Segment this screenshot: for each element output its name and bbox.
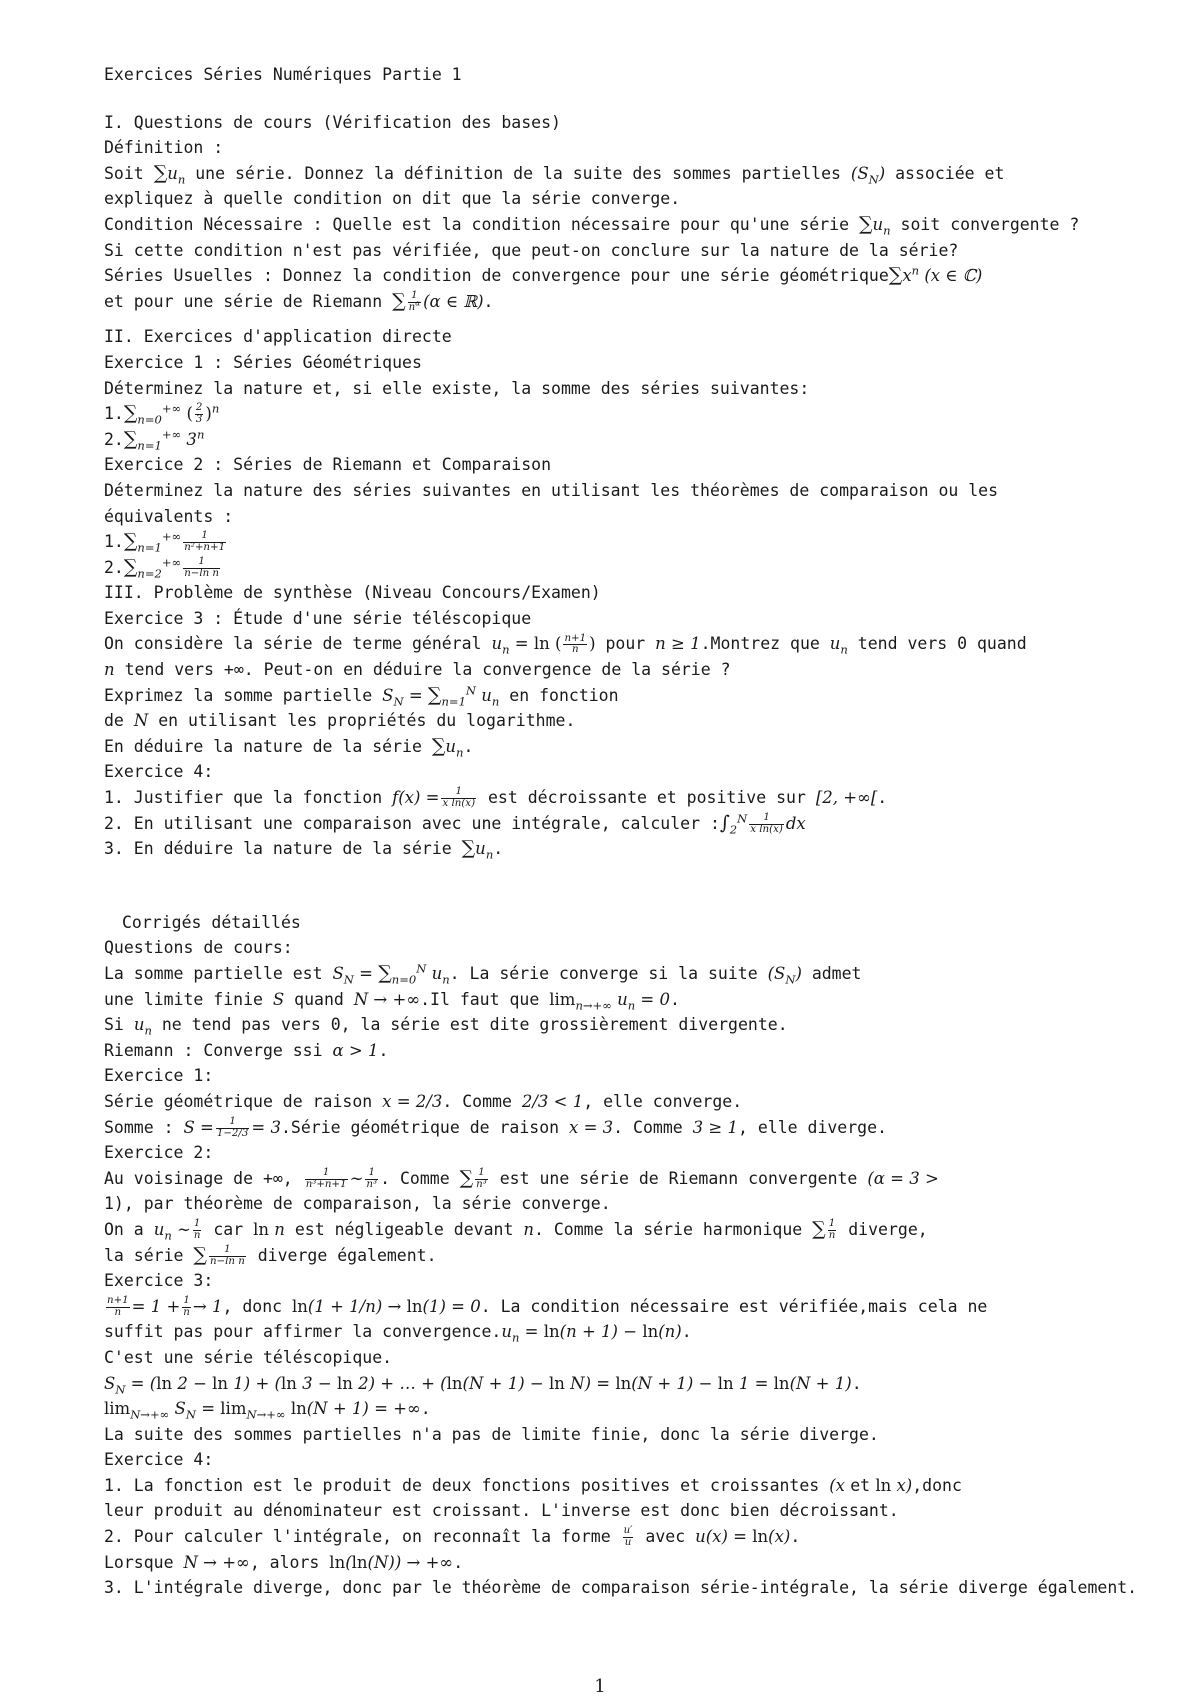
corr-course-line-3: Si $u_n$ ne tend pas vers 0, la série est dite grossièrement divergente. bbox=[104, 1015, 788, 1038]
corr-ex4-title: Exercice 4: bbox=[104, 1450, 214, 1470]
corr-ex4-line-3: 2. Pour calculer l'intégrale, on reconnaît la forme $\frac{u'}{u}$ avec u(x) = ln(x). bbox=[104, 1525, 801, 1549]
corr-ex4-line-2: leur produit au dénominateur est croissant. L'inverse est donc bien décroissant. bbox=[104, 1501, 899, 1521]
definition-line-1: Soit $\sum u_n$ une série. Donnez la définition de la suite des sommes partielles $(S_N)$ associée et bbox=[104, 161, 1005, 187]
corr-ex3-line-6: La suite des sommes partielles n'a pas de limite finie, donc la série diverge. bbox=[104, 1424, 879, 1444]
exercise-1-item-1: $1.\sum_{n=0}^{+\infty}$ ( $\frac{2}{3}$ )$^n$ bbox=[104, 401, 220, 427]
corr-ex3-line-2: suffit pas pour affirmer la $convergence.u_n = \ln(n + 1) - \ln(n)$. bbox=[104, 1322, 692, 1345]
corr-ex1-line-1: Série géométrique de raison x = 2/3. Comme 2/3 < 1, elle converge. bbox=[104, 1091, 743, 1111]
exercise-2-item-2: $2.\sum_{n=2}^{+\infty}$ $\frac{1}{\text{n−ln n}}$ bbox=[104, 555, 220, 580]
corr-ex2-line-1: Au voisinage de +∞, $\frac{1}{\text{n³+n+1}}$ ∼ $\frac{1}{\text{n³}}$ . Comme ∑ $\frac{1}{\text{n³}}$ est une série de Riemann convergente (α = 3 > bbox=[104, 1166, 939, 1190]
exercise-3-line-2: n tend vers +∞. Peut-on en déduire la convergence de la série ? bbox=[104, 660, 731, 680]
exercise-4-item-1: 1. Justifier que la fonction f(x) = $\frac{1}{\text{x ln(x)}}$ est décroissante et positive sur [2, +∞[. bbox=[104, 786, 888, 810]
corr-course-title: Questions de cours: bbox=[104, 938, 293, 958]
exercise-1-item-2: $2.\sum_{n=1}^{+\infty}$ 3$^n$ bbox=[104, 427, 205, 453]
corr-ex2-title: Exercice 2: bbox=[104, 1143, 214, 1163]
section-3-heading: III. Problème de synthèse (Niveau Concours/Examen) bbox=[104, 583, 601, 603]
condition-line-2: Si cette condition n'est pas vérifiée, que peut-on conclure sur la nature de la série? bbox=[104, 240, 959, 260]
corr-ex4-line-1: 1. La fonction est le produit de deux fonctions positives et croissantes (x et ln x),donc bbox=[104, 1475, 962, 1495]
corr-ex2-line-3: On a $u_n$ ∼ $\frac{1}{n}$ car ln n est négligeable devant n. Comme la série harmonique ∑ $\frac{1}{n}$ diverge, bbox=[104, 1217, 928, 1243]
exercise-1-text: Déterminez la nature et, si elle existe, la somme des séries suivantes: bbox=[104, 378, 810, 398]
definition-line-2: expliquez à quelle condition on dit que la série converge. bbox=[104, 189, 681, 209]
definition-label: Définition : bbox=[104, 138, 224, 158]
exercise-2-text-2: équivalents : bbox=[104, 506, 234, 526]
exercise-3-title: Exercice 3 : Étude d'une série téléscopique bbox=[104, 608, 532, 628]
exercise-3-line-4: de N en utilisant les propriétés du logarithme. bbox=[104, 711, 576, 731]
corr-ex3-line-3: C'est une série téléscopique. bbox=[104, 1347, 393, 1367]
corr-ex1-line-2: Somme : S = $\frac{1}{1-2/3}$ = 3.Série géométrique de raison x = 3. Comme 3 ≥ 1, elle diverge. bbox=[104, 1115, 887, 1139]
exercise-2-item-1: $1.\sum_{n=1}^{+\infty}$ $\frac{1}{\text{n²+n+1}}$ bbox=[104, 529, 226, 555]
exercise-4-item-2: 2. En utilisant une comparaison avec une intégrale, calculer $:\int_2^N$ $\frac{1}{\text{x ln(x)}}$ dx bbox=[104, 811, 806, 836]
exercise-4-title: Exercice 4: bbox=[104, 762, 214, 782]
corr-course-line-1: La somme partielle est $S_N = \sum_{n=0}^N$ $u_n$. La série converge si la suite $(S_N)$ admet bbox=[104, 961, 862, 987]
exercise-3-line-5: En déduire la nature de la série $\sum u_n$. bbox=[104, 734, 474, 760]
corr-ex1-title: Exercice 1: bbox=[104, 1066, 214, 1086]
exercise-2-title: Exercice 2 : Séries de Riemann et Comparaison bbox=[104, 455, 552, 475]
corr-ex3-line-4: $S_N = (\ln$ 2 − ln 1) + (ln 3 − ln 2) + … + (ln(N + 1) − ln N) = ln(N + 1) − ln 1 = ln(N + 1). bbox=[104, 1373, 862, 1396]
corr-ex2-line-2: 1), par théorème de comparaison, la série converge. bbox=[104, 1194, 611, 1214]
corr-course-line-2: une limite finie S quand N → +∞.Il faut que $\lim_{n\to+\infty} u_n = 0$. bbox=[104, 989, 680, 1012]
exercise-1-title: Exercice 1 : Séries Géométriques bbox=[104, 352, 422, 372]
condition-line-1: Condition Nécessaire : Quelle est la condition nécessaire pour qu'une série $\sum u_n$ soit convergente ? bbox=[104, 212, 1080, 238]
exercise-4-item-3: 3. En déduire la nature de la série $\sum u_n$. bbox=[104, 837, 504, 862]
exercise-2-text-1: Déterminez la nature des séries suivantes en utilisant les théorèmes de comparaison ou les bbox=[104, 480, 999, 500]
corr-ex3-line-1: $\frac{n+1}{n}$ = 1 + $\frac{1}{n}$ → 1, donc ln(1 + 1/n) → ln(1) = 0. La condition nécessaire est vérifiée,mais cela ne bbox=[107, 1294, 988, 1318]
usual-series-line-2: et pour une série de Riemann ∑ $\frac{1}{n^\alpha}$ (α ∈ ℝ). bbox=[104, 289, 494, 313]
section-1-heading: I. Questions de cours (Vérification des bases) bbox=[104, 112, 561, 132]
exercise-3-line-3: Exprimez la somme partielle $S_N = \sum_{n=1}^N$ $u_n$ en fonction bbox=[104, 683, 619, 708]
section-2-heading: II. Exercices d'application directe bbox=[104, 327, 452, 347]
corr-course-line-4: Riemann : Converge ssi α > 1. bbox=[104, 1040, 389, 1060]
corr-ex4-line-4: Lorsque N → +∞, alors ln(ln(N)) → +∞. bbox=[104, 1552, 464, 1572]
document-page bbox=[104, 62, 1184, 1601]
corrections-heading: Corrigés détaillés bbox=[122, 912, 301, 932]
corr-ex2-line-4: la série ∑ $\frac{1}{\text{n−ln n}}$ diverge également. bbox=[104, 1243, 437, 1267]
document-title: Exercices Séries Numériques Partie 1 bbox=[104, 65, 462, 84]
page-number: 1 bbox=[594, 1676, 606, 1697]
exercise-3-line-1: On considère la série de terme général $u_n = \ln$ ( $\frac{n+1}{n}$ ) pour n ≥ 1.Montrez que $u_n$ tend vers 0 quand bbox=[104, 632, 1027, 657]
corr-ex3-title: Exercice 3: bbox=[104, 1271, 214, 1291]
usual-series-line-1: Séries Usuelles : Donnez la condition de convergence pour une série $géométrique\sum x^n$ (x ∈ ℂ) bbox=[104, 263, 983, 287]
corr-ex4-line-5: 3. L'intégrale diverge, donc par le théorème de comparaison série-intégrale, la série diverge également. bbox=[104, 1578, 1138, 1598]
corr-ex3-line-5: $\lim_{N\to+\infty} S_N = \lim_{N\to+\infty} \ln(N + 1)$ = +∞. bbox=[104, 1399, 431, 1422]
